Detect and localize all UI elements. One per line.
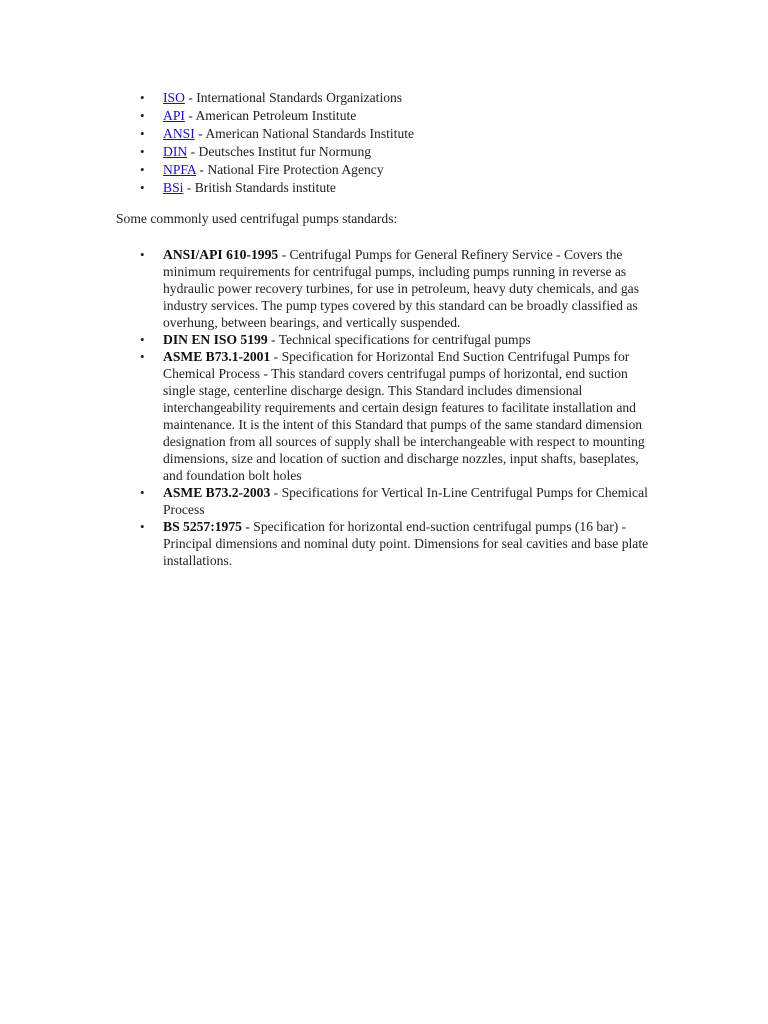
separator: - (184, 108, 196, 123)
api-link[interactable]: API (163, 108, 185, 123)
bullet-icon: • (140, 349, 145, 364)
standards-list (140, 246, 660, 569)
list-item (140, 89, 660, 107)
separator: - (187, 144, 199, 159)
bullet-icon: • (140, 162, 145, 177)
standard-code: BS 5257:1975 (163, 519, 242, 534)
standard-code: ANSI/API 610-1995 (163, 247, 279, 262)
standard-entry (163, 518, 657, 569)
list-item (140, 161, 660, 179)
separator: - (194, 126, 206, 141)
standard-code: DIN EN ISO 5199 (163, 332, 268, 347)
bullet-icon: • (140, 180, 145, 195)
bullet-icon: • (140, 90, 145, 105)
din-link[interactable]: DIN (163, 144, 188, 159)
organization-name: Deutsches Institut fur Normung (198, 144, 372, 159)
standard-description: - Specifications for Vertical In-Line Centrifugal Pumps for Chemical Process (163, 485, 648, 517)
list-item (140, 125, 660, 143)
standard-entry (163, 484, 657, 518)
list-item (140, 484, 660, 518)
organizations-list (140, 89, 660, 197)
npfa-link[interactable]: NPFA (163, 162, 196, 177)
separator: - (183, 180, 195, 195)
standard-code: ASME B73.1-2001 (163, 349, 271, 364)
organization-name: International Standards Organizations (196, 90, 403, 105)
standard-entry (163, 246, 657, 331)
standards-intro: Some commonly used centrifugal pumps standards: (116, 211, 398, 226)
list-item (140, 143, 660, 161)
standard-entry (163, 331, 657, 348)
organization-name: British Standards institute (194, 180, 336, 195)
list-item (140, 179, 660, 197)
bullet-icon: • (140, 108, 145, 123)
organization-name: American National Standards Institute (205, 126, 415, 141)
list-item (140, 246, 660, 331)
standard-description: - Technical specifications for centrifugal pumps (267, 332, 531, 347)
organization-name: National Fire Protection Agency (207, 162, 384, 177)
bullet-icon: • (140, 519, 145, 534)
bullet-icon: • (140, 126, 145, 141)
bullet-icon: • (140, 247, 145, 262)
iso-link[interactable]: ISO (163, 90, 185, 105)
list-item (140, 518, 660, 569)
standard-description: - Centrifugal Pumps for General Refinery Service - Covers the minimum requirements for centrifugal pumps, including pumps running in reverse as hydraulic power recovery turbines, for use in petroleum, heavy duty chemicals, and gas industry services. The pump types covered by this standard can be broadly classified as overhung, between bearings, and vertically suspended. (163, 247, 640, 330)
bullet-icon: • (140, 485, 145, 500)
standard-entry (163, 348, 657, 484)
standard-code: ASME B73.2-2003 (163, 485, 271, 500)
bsi-link[interactable]: BSi (163, 180, 184, 195)
standard-description: - Specification for horizontal end-suction centrifugal pumps (16 bar) - Principal dimensions and nominal duty point. Dimensions for seal cavities and base plate installations. (163, 519, 649, 568)
bullet-icon: • (140, 144, 145, 159)
standard-description: - Specification for Horizontal End Suction Centrifugal Pumps for Chemical Process - This standard covers centrifugal pumps of horizontal, end suction single stage, centerline discharge design. This Standard includes dimensional interchangeability requirements and certain design features to facilitate installation and maintenance. It is the intent of this Standard that pumps of the same standard dimension designation from all sources of supply shall be interchangeable with respect to mounting dimensions, size and location of suction and discharge nozzles, input shafts, baseplates, and foundation bolt holes (163, 349, 645, 483)
list-item (140, 107, 660, 125)
list-item (140, 348, 660, 484)
ansi-link[interactable]: ANSI (163, 126, 195, 141)
separator: - (184, 90, 197, 105)
separator: - (196, 162, 208, 177)
bullet-icon: • (140, 332, 145, 347)
list-item (140, 331, 660, 348)
organization-name: American Petroleum Institute (195, 108, 357, 123)
